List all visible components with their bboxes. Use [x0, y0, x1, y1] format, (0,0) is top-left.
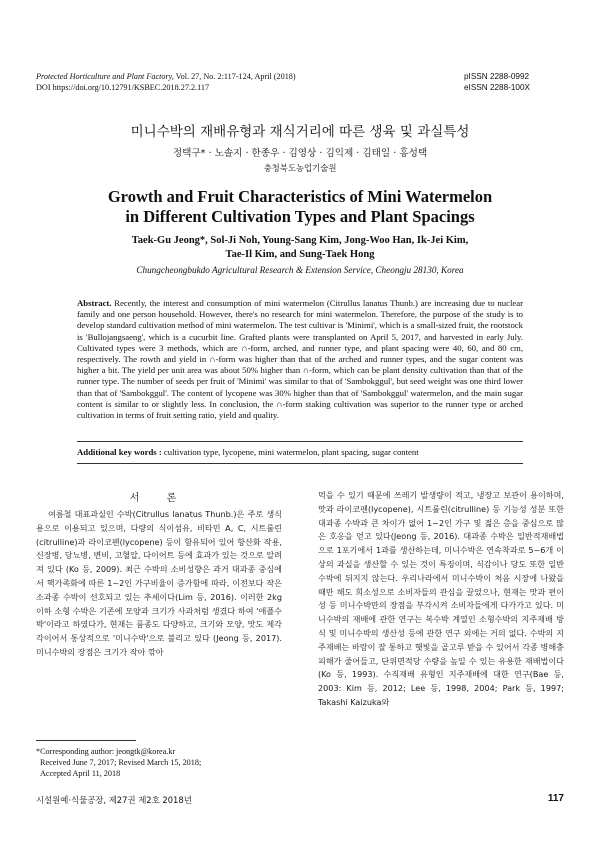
right-column: [318, 489, 564, 710]
doi-link[interactable]: DOI https://doi.org/10.12791/KSBEC.2018.27.2.117: [36, 83, 210, 92]
page-footer: [36, 794, 564, 806]
pissn: pISSN 2288-0992: [464, 72, 530, 81]
abstract: [77, 298, 523, 421]
footnote: [36, 746, 282, 779]
corresponding-author: *Corresponding author: jeongtk@korea.kr: [36, 747, 176, 756]
received-dates: Received June 7, 2017; Revised March 15, 2018;: [40, 758, 202, 767]
journal-name: Protected Horticulture and Plant Factory,: [36, 72, 174, 81]
english-authors: [0, 234, 600, 261]
citation-info: Vol. 27, No. 2:117-124, April (2018): [173, 72, 296, 81]
abstract-text: Recently, the interest and consumption of mini watermelon (Citrullus lanatus Thunb.) are increasing due to nuclear family and one person household. However, there's no research for mini watermelon. Therefore, the purpose of the study is to develop standard cultivation method of mini watermelon. The test cultivar is 'Minimi', which is a small-sized fruit, the rootstock is 'Bullojangsaeng', which is a cucurbit line. Grafted plants were transplanted on April 5, 2017, and harvested in early July. Cultivated types were 3 methods, which are ∩-form, arched, and runner type, and plant spacing were 40, 60, and 80 cm, respectively. The rowth and yield in ∩-form was higher than that of the arched and runner types, and the sugar content was higher a bit. The yield per unit area was about 50% higher than ∩-form, which can be plant density cultivation than that of the runner type. The number of seeds per fruit of 'Minimi' was similar to that of 'Sambokggul', but seed weight was one third lower than that of 'Sambokggul'. The content of lycopene was 30% higher than that of 'Sambokggul' watermelon, and the main sugar content is similar to or slightly less. In conclusion, the ∩-form staking cultivation was superior to the runner type or arched cultivation in terms of fruit setting ratio, yield and quality.: [77, 298, 523, 421]
section-title-introduction: 서 론: [129, 493, 189, 504]
keywords-bottom-rule: [77, 463, 523, 464]
intro-paragraph-left: 여름철 대표과실인 수박(Citrullus lanatus Thunb.)은 주로 생식용으로 이용되고 있으며, 다량의 식이섬유, 비타민 A, C, 시트룰린(citrulline)과 라이코펜(lycopene) 등이 함유되어 있어 항산화 작용, 신장병, 당뇨병, 변비, 고혈압, 다이어트 등에 효과가 있는 것으로 알려져 있다 (Ko 등, 2009). 최근 수박의 소비성향은 과거 대과종 중심에서 핵가족화에 따른 1~2인 가구비율이 증가함에 따라, 이전보다 작은 소과종 수박이 선호되고 있는 추세이다(Lim 등, 2016). 이러한 2kg 이하 소형 수박은 기존에 모양과 크기가 사과처럼 생겼다 하여 '애플수박'이라고 하였다가, 현재는 품종도 다양하고, 크기와 모양, 맛도 제각각이어서 통상적으로 '미니수박'으로 불리고 있다 (Jeong 등, 2017). 미니수박의 장점은 크기가 작아 깎아: [36, 509, 282, 657]
issn-block: [464, 71, 564, 93]
journal-citation: [36, 71, 396, 93]
english-affiliation: Chungcheongbukdo Agricultural Research & Extension Service, Cheongju 28130, Korea: [136, 265, 464, 275]
korean-title: 미니수박의 재배유형과 재식거리에 따른 생육 및 과실특성: [130, 124, 470, 140]
korean-affiliation: 충청북도농업기술원: [263, 163, 337, 173]
abstract-label: Abstract.: [77, 298, 112, 308]
english-authors-line2: Tae-Il Kim, and Sung-Taek Hong: [225, 248, 375, 260]
keywords-top-rule: [77, 441, 523, 442]
keywords-label: Additional key words :: [77, 447, 162, 457]
left-column: [36, 508, 282, 660]
keywords: [77, 447, 523, 457]
english-authors-line1: Taek-Gu Jeong*, Sol-Ji Noh, Young-Sang Kim, Jong-Woo Han, Ik-Jei Kim,: [131, 235, 469, 246]
intro-paragraph-right: 먹을 수 있기 때문에 쓰레기 발생량이 적고, 냉장고 보관이 용이하며, 맛과 라이코펜(lycopene), 시트룰린(citrulline) 등 기능성 성분 또한 대과종 수박과 큰 차이가 없어 1~2인 가구 및 젊은 층을 중심으로 많은 호응을 얻고 있다(Jeong 등, 2016). 대과종 수박은 일반적재배법으로 1포기에서 1과를 생산하는데, 미니수박은 연속착과로 5~6개 이상의 과실을 생산할 수 있는 것이 특징이며, 식감이나 당도 또한 일반수박에 뒤지지 않는다. 우리나라에서 미니수박이 처음 시장에 나왔을 때만 해도 희소성으로 소비자들의 관심을 끌었으나, 현재는 맛과 편이성 등 미니수박만의 장점을 부각시켜 소비자들에게 다가가고 있다. 미니수박의 재배에 관한 연구는 복수박 계열인 소형수박의 지주재배 방식 및 미니수박의 생산성 등에 관한 연구 외에는 거의 없다. 수박의 지주재배는 바람이 잘 통하고 햇빛을 골고루 받을 수 있어서 각종 병해충 피해가 줄어들고, 단위면적당 수량을 높일 수 있는 유용한 재배법이다(Ko 등, 1993). 수직재배 유형인 지주재배에 대한 연구(Bae 등, 2003: Kim 등, 2012; Lee 등, 1998, 2004; Park 등, 1997; Takashi Kaizuka와: [318, 490, 564, 707]
page-number: 117: [547, 793, 564, 804]
english-title-line2: in Different Cultivation Types and Plant Spacings: [125, 207, 475, 226]
korean-authors: 정택구* · 노솔지 · 한종우 · 김영상 · 김익제 · 김태일 · 홍성택: [172, 148, 428, 159]
accepted-date: Accepted April 11, 2018: [40, 769, 121, 778]
footnote-divider: [36, 740, 136, 741]
footer-journal: 시설원예·식물공장, 제27권 제2호 2018년: [36, 795, 192, 805]
keywords-text: cultivation type, lycopene, mini watermelon, plant spacing, sugar content: [161, 447, 419, 457]
english-title-line1: Growth and Fruit Characteristics of Mini Watermelon: [107, 187, 493, 206]
english-title: [0, 187, 600, 227]
eissn: eISSN 2288-100X: [464, 83, 530, 92]
